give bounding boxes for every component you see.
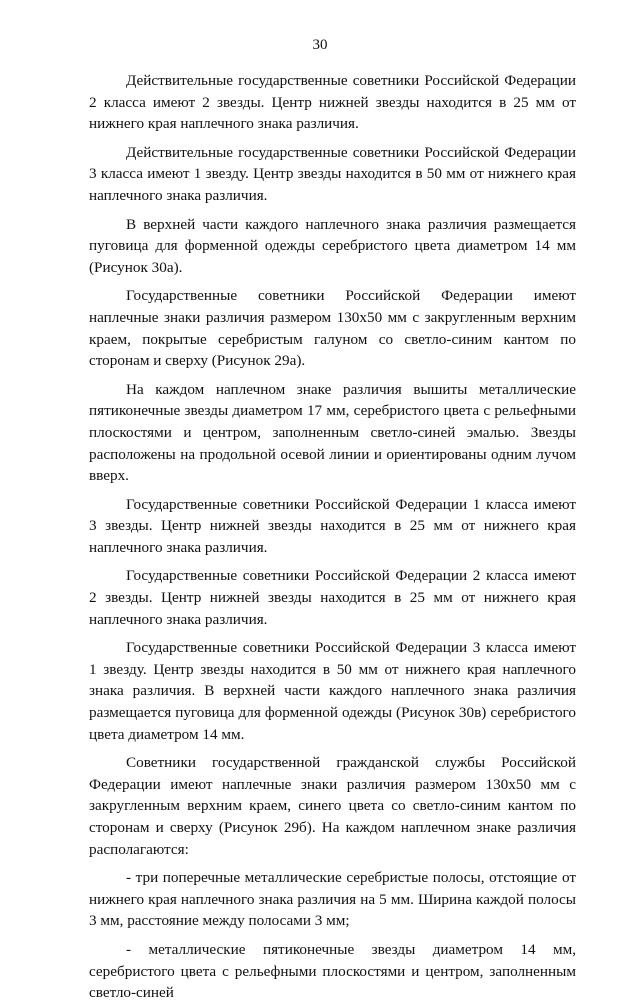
paragraph: Государственные советники Российской Федерации 1 класса имеют 3 звезды. Центр нижней звезды находится в 25 мм от нижнего края наплечного знака различия. [89, 495, 576, 556]
page-number: 30 [312, 37, 328, 53]
paragraph: Действительные государственные советники Российской Федерации 2 класса имеют 2 звезды. Центр нижней звезды находится в 25 мм от нижнего края наплечного знака различия. [89, 72, 576, 133]
paragraph: Государственные советники Российской Федерации 3 класса имеют 1 звезду. Центр звезды находится в 50 мм от нижнего края наплечного знака различия. В верхней части каждого наплечного знака различия размещается пуговица для форменной одежды (Рисунок 30в) серебристого цвета диаметром 14 мм. [89, 639, 576, 743]
paragraph: В верхней части каждого наплечного знака различия размещается пуговица для форменной одежды серебристого цвета диаметром 14 мм (Рисунок 30а). [89, 215, 576, 276]
paragraph: На каждом наплечном знаке различия вышиты металлические пятиконечные звезды диаметром 17 мм, серебристого цвета с рельефными плоскостями и центром, заполненным светло-синей эмалью. Звезды расположены на продольной осевой линии и ориентированы одним лучом вверх. [89, 380, 576, 485]
paragraph: Действительные государственные советники Российской Федерации 3 класса имеют 1 звезду. Центр звезды находится в 50 мм от нижнего края наплечного знака различия. [89, 143, 576, 204]
document-body [89, 70, 576, 1004]
list-item: - три поперечные металлические серебристые полосы, отстоящие от нижнего края наплечного знака различия на 5 мм. Ширина каждой полосы 3 мм, расстояние между полосами 3 мм; [89, 869, 576, 930]
paragraph: Советники государственной гражданской службы Российской Федерации имеют наплечные знаки различия размером 130х50 мм с закругленным верхним краем, синего цвета со светло-синим кантом по сторонам и сверху (Рисунок 29б). На каждом наплечном знаке различия располагаются: [89, 754, 576, 858]
paragraph: Государственные советники Российской Федерации имеют наплечные знаки различия размером 130х50 мм с закругленным верхним краем, покрытые серебристым галуном со светло-синим кантом по сторонам и сверху (Рисунок 29а). [89, 287, 576, 370]
list-item: - металлические пятиконечные звезды диаметром 14 мм, серебристого цвета с рельефными плоскостями и центром, заполненным светло-синей [89, 940, 576, 1002]
paragraph: Государственные советники Российской Федерации 2 класса имеют 2 звезды. Центр нижней звезды находится в 25 мм от нижнего края наплечного знака различия. [89, 567, 576, 628]
